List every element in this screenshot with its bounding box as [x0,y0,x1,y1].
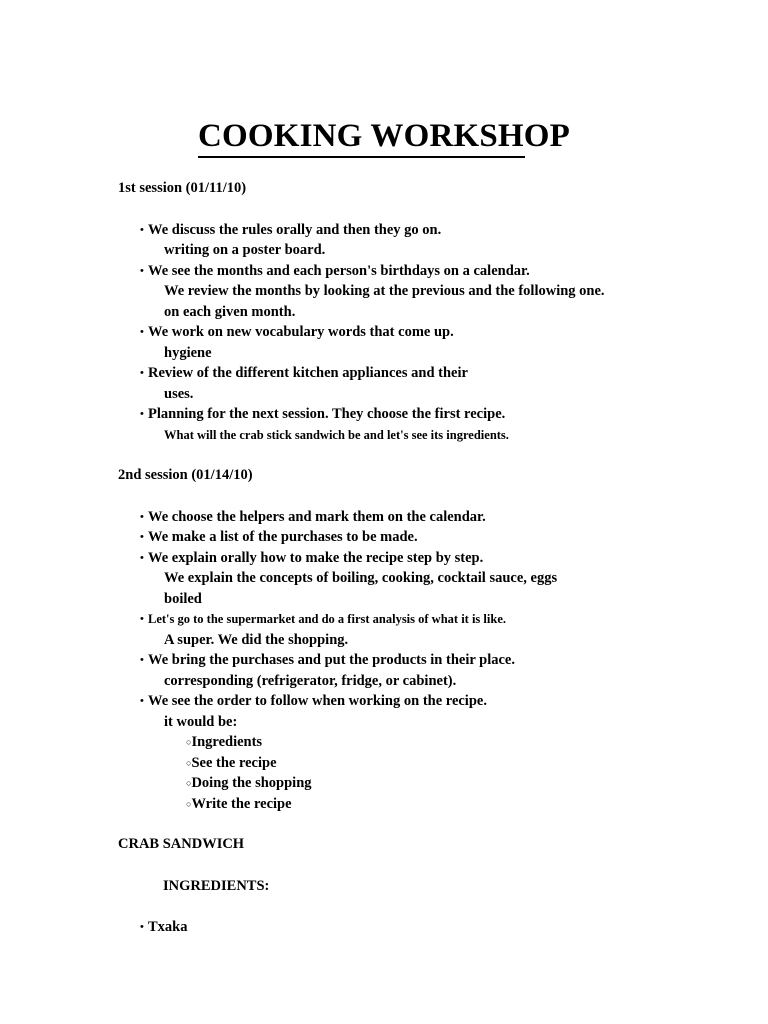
list-item-continuation: What will the crab stick sandwich be and let's see its ingredients. [164,427,509,442]
bullet-icon: • [140,695,144,707]
list-item [140,691,738,712]
bullet-icon: • [140,921,144,933]
circle-bullet-icon: ○ [186,778,192,788]
session-2-heading: 2nd session (01/14/10) [118,467,253,483]
list-item-text: We discuss the rules orally and then they go on. [148,221,442,238]
sub-list-item [186,794,738,815]
list-item [140,548,738,569]
list-item-continuation: boiled [164,590,202,607]
list-item [140,363,738,384]
list-item-continuation: corresponding (refrigerator, fridge, or cabinet). [164,672,457,689]
session-1-list [118,220,738,446]
list-item-text: We work on new vocabulary words that come up. [148,324,454,340]
list-item-text: We see the order to follow when working on the recipe. [148,693,487,709]
circle-bullet-icon: ○ [186,757,192,768]
list-item-continuation: hygiene [164,344,212,361]
bullet-icon: • [140,510,144,523]
sub-list-item-text: Doing the shopping [191,775,312,791]
ingredients-heading: INGREDIENTS: [163,877,270,894]
sub-list-item [186,773,738,794]
list-item-continuation: A super. We did the shopping. [164,631,349,648]
session-2-list [118,507,738,815]
list-item-text: We make a list of the purchases to be made. [148,529,418,545]
list-item-text: We explain orally how to make the recipe step by step. [148,549,484,566]
title-underline [198,156,525,158]
bullet-icon: • [140,408,144,420]
list-item [140,650,738,671]
sub-list-item-text: See the recipe [191,754,277,771]
list-item-text: We choose the helpers and mark them on the calendar. [148,508,486,525]
list-item-text: Let's go to the supermarket and do a first analysis of what it is like. [148,612,506,626]
title-wrap [0,118,768,158]
list-item-continuation: We explain the concepts of boiling, cooking, cocktail sauce, eggs [164,570,558,586]
sub-list-item-text: Ingredients [191,734,263,750]
list-item-continuation: uses. [164,385,194,402]
list-item-text: Review of the different kitchen appliances and their [148,365,468,381]
bullet-icon: • [140,326,144,338]
list-item [140,507,738,528]
list-item-continuation: We review the months by looking at the previous and the following one. [164,283,605,299]
bullet-icon: • [140,367,144,379]
sub-list-item-text: Write the recipe [191,795,292,812]
list-item-continuation: writing on a poster board. [164,242,326,258]
list-item-text: Planning for the next session. They choose the first recipe. [148,406,506,422]
bullet-icon: • [140,613,144,625]
bullet-icon: • [140,654,144,666]
list-item-continuation: it would be: [164,713,238,730]
circle-bullet-icon: ○ [186,737,192,747]
ingredient-item-text: Txaka [148,919,188,935]
ingredient-item [140,917,738,938]
bullet-icon: • [140,531,144,543]
list-item [140,404,738,425]
list-item [140,220,738,241]
list-item [140,527,738,548]
page-title-text: COOKING WORKSHOP [197,118,571,154]
bullet-icon: • [140,223,144,236]
sub-list-item [186,732,738,753]
list-item [140,609,738,630]
list-item [140,322,738,343]
list-item-text: We bring the purchases and put the products in their place. [148,652,515,668]
page-title [198,118,570,158]
list-item-continuation: on each given month. [164,303,296,320]
document-body [118,178,738,938]
session-1-heading: 1st session (01/11/10) [118,180,247,196]
list-item [140,261,738,282]
sub-list-item [186,753,738,774]
list-item-text: We see the months and each person's birthdays on a calendar. [148,262,530,279]
bullet-icon: • [140,551,144,564]
recipe-heading: CRAB SANDWICH [118,836,245,852]
bullet-icon: • [140,264,144,277]
circle-bullet-icon: ○ [186,798,192,809]
